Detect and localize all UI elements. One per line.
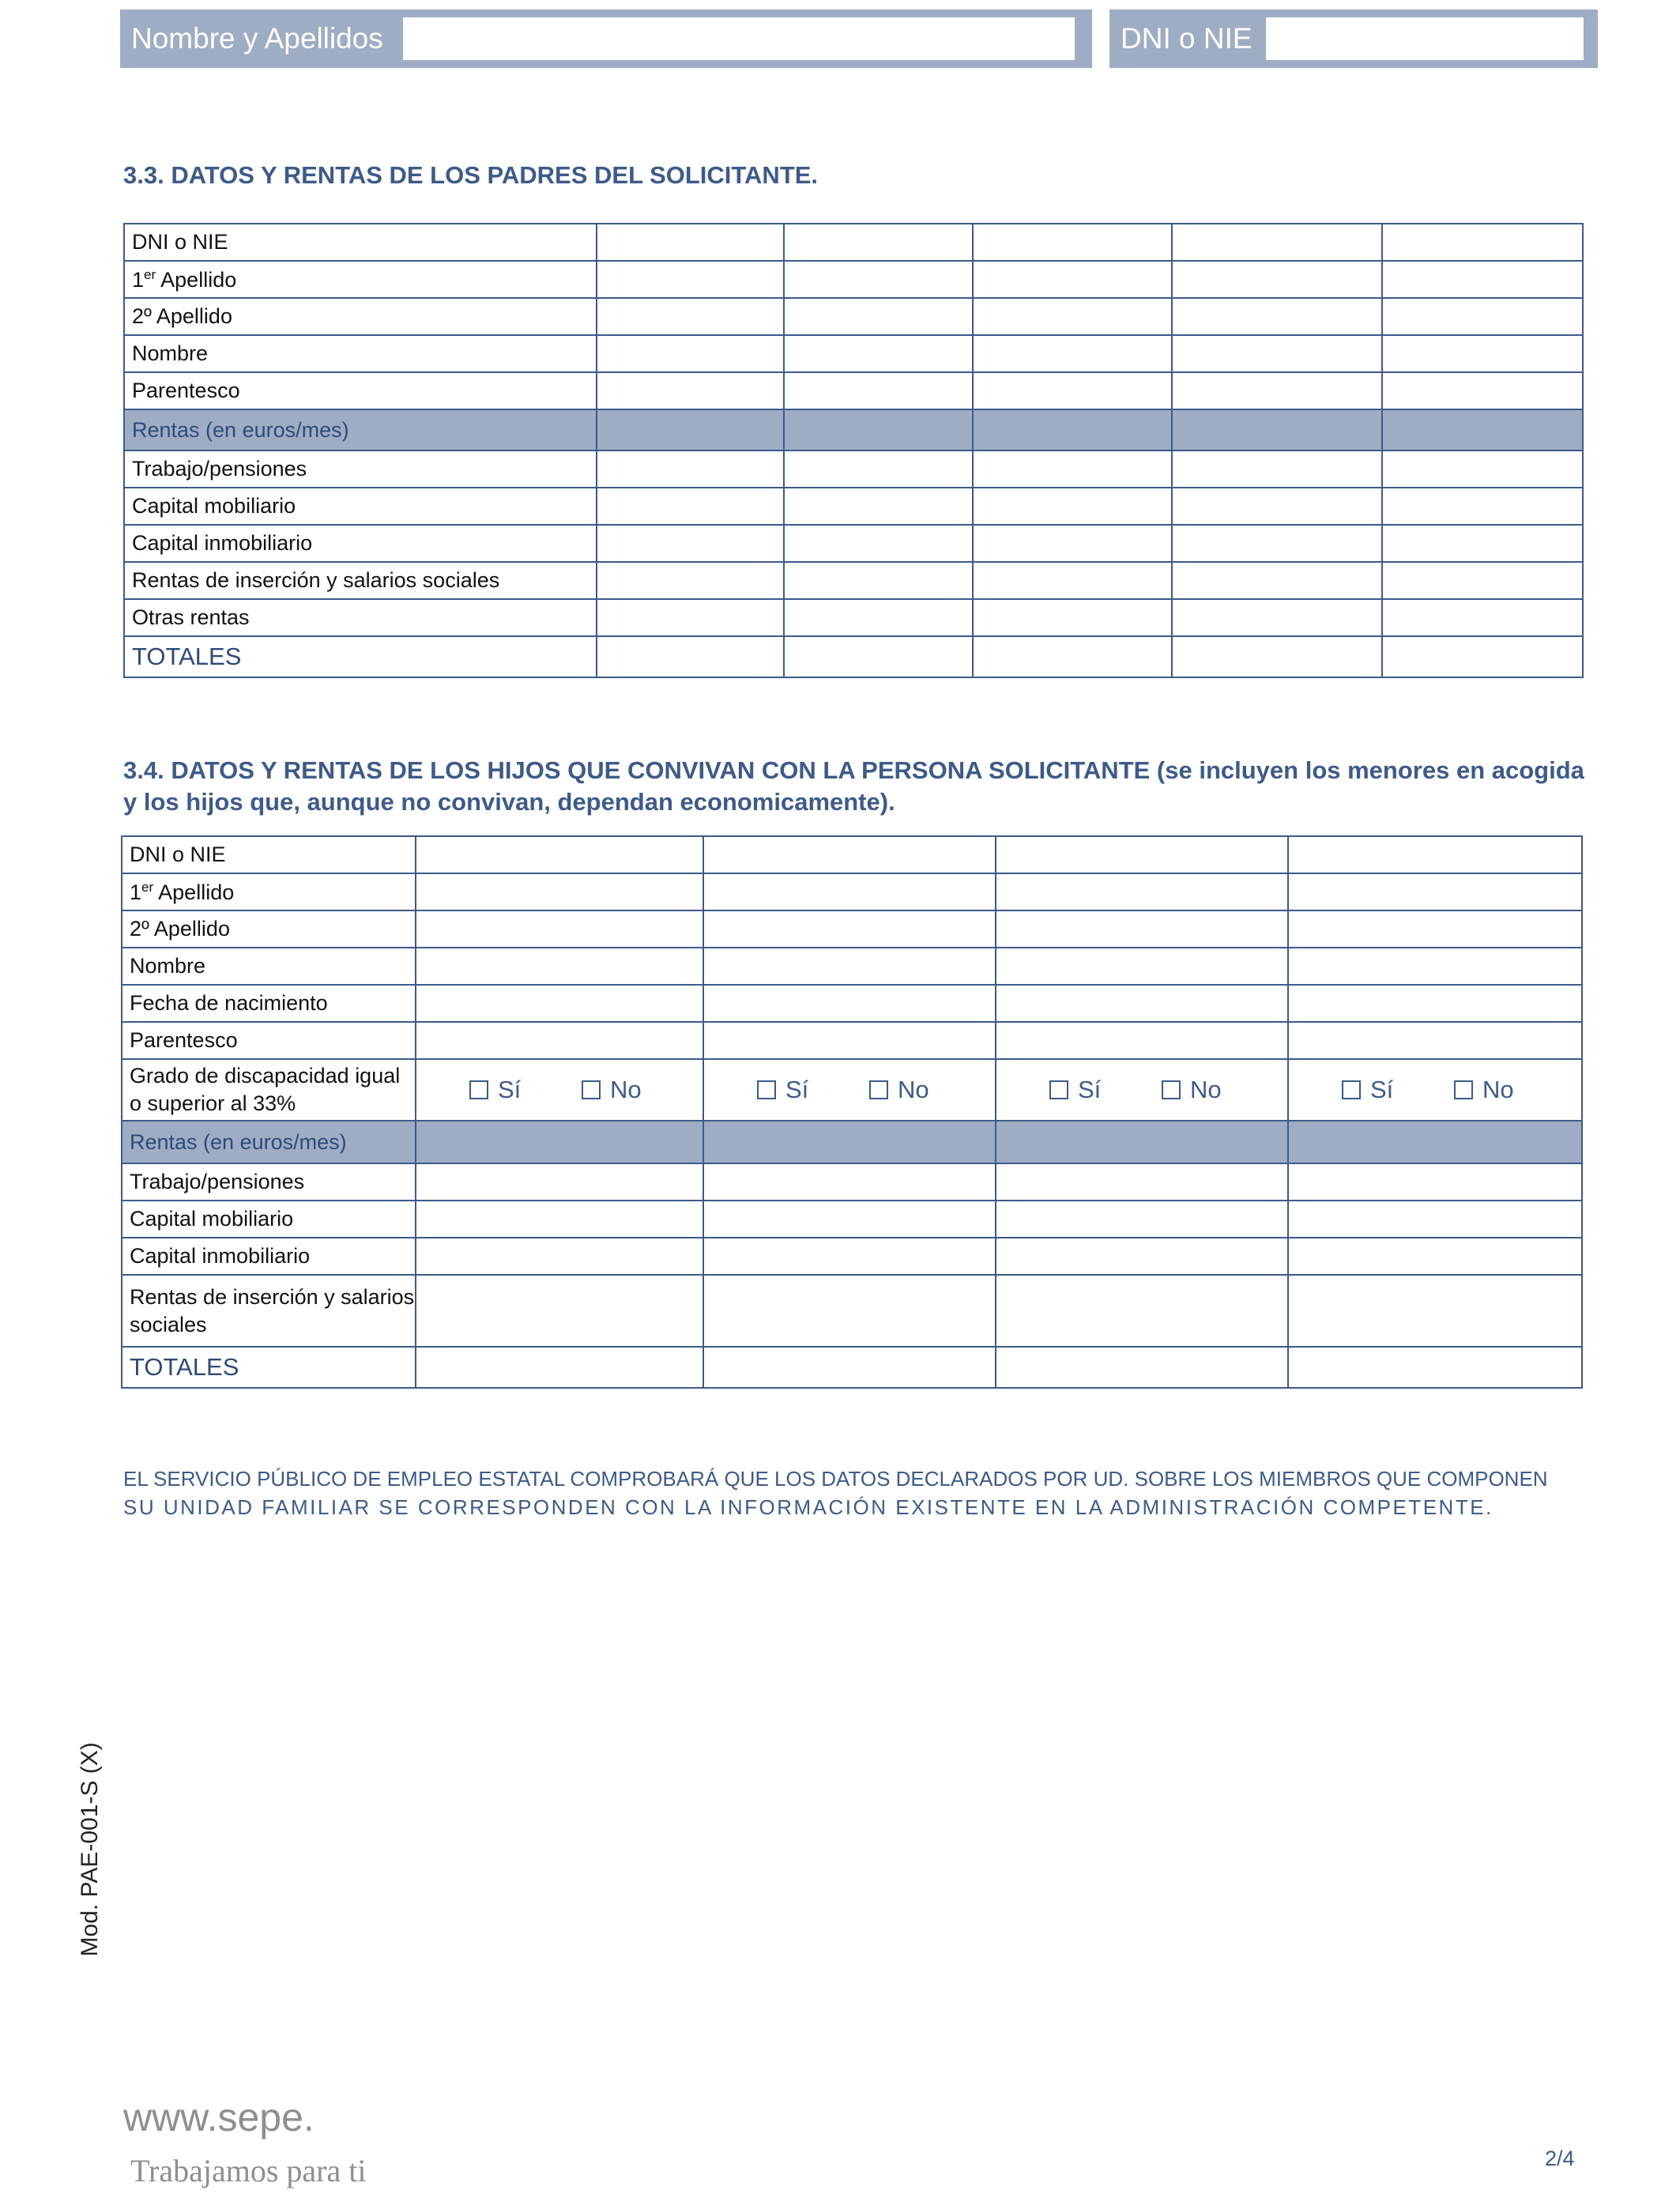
entry-cell[interactable] bbox=[996, 985, 1288, 1022]
table-row bbox=[124, 525, 1583, 562]
verification-notice bbox=[123, 1465, 1593, 1521]
entry-cell[interactable] bbox=[1382, 488, 1583, 525]
entry-cell[interactable] bbox=[973, 525, 1172, 562]
entry-cell[interactable] bbox=[703, 910, 996, 948]
entry-cell[interactable] bbox=[703, 1022, 996, 1059]
entry-cell[interactable] bbox=[784, 298, 973, 335]
disability-choice-cell bbox=[996, 1059, 1288, 1121]
row-label-cell: Parentesco bbox=[124, 372, 597, 409]
entry-cell[interactable] bbox=[597, 261, 784, 298]
entry-cell[interactable] bbox=[416, 1022, 703, 1059]
entry-cell[interactable] bbox=[597, 335, 784, 372]
entry-cell[interactable] bbox=[1382, 372, 1583, 409]
row-label-cell: Rentas (en euros/mes) bbox=[124, 409, 597, 450]
entry-cell[interactable] bbox=[1382, 562, 1583, 599]
no-label: No bbox=[610, 1076, 642, 1103]
yes-checkbox[interactable] bbox=[1049, 1080, 1068, 1099]
table-row bbox=[124, 450, 1583, 488]
table-row bbox=[124, 562, 1583, 599]
table-row bbox=[122, 910, 1582, 948]
entry-cell[interactable] bbox=[1172, 261, 1382, 298]
yes-label: Sí bbox=[1370, 1076, 1394, 1103]
entry-cell bbox=[996, 1121, 1288, 1163]
row-label-cell: Capital inmobiliario bbox=[124, 525, 597, 562]
entry-cell[interactable] bbox=[973, 335, 1172, 372]
entry-cell[interactable] bbox=[416, 910, 703, 948]
table-row bbox=[122, 836, 1582, 873]
row-label-cell: DNI o NIE bbox=[122, 836, 416, 873]
entry-cell[interactable] bbox=[703, 836, 996, 873]
entry-cell[interactable] bbox=[996, 910, 1288, 948]
yes-label: Sí bbox=[785, 1076, 809, 1103]
entry-cell[interactable] bbox=[784, 224, 973, 261]
entry-cell[interactable] bbox=[784, 636, 973, 677]
table-row bbox=[124, 599, 1583, 636]
no-checkbox[interactable] bbox=[869, 1080, 888, 1099]
entry-cell[interactable] bbox=[1172, 298, 1382, 335]
entry-cell[interactable] bbox=[996, 1163, 1288, 1201]
entry-cell[interactable] bbox=[1288, 1022, 1582, 1059]
row-label-cell bbox=[122, 873, 416, 910]
row-label-cell: Parentesco bbox=[122, 1022, 416, 1059]
row-label-cell: Trabajo/pensiones bbox=[122, 1163, 416, 1201]
no-label: No bbox=[1190, 1076, 1222, 1103]
entry-cell[interactable] bbox=[973, 562, 1172, 599]
disability-choice-cell bbox=[703, 1059, 996, 1121]
entry-cell bbox=[1382, 409, 1583, 450]
table-row bbox=[122, 985, 1582, 1022]
entry-cell bbox=[1288, 1121, 1582, 1163]
entry-cell[interactable] bbox=[1382, 261, 1583, 298]
entry-cell[interactable] bbox=[597, 562, 784, 599]
entry-cell[interactable] bbox=[597, 224, 784, 261]
entry-cell[interactable] bbox=[973, 636, 1172, 677]
no-label: No bbox=[898, 1076, 929, 1103]
no-checkbox[interactable] bbox=[582, 1080, 601, 1099]
table-row bbox=[124, 409, 1583, 450]
entry-cell[interactable] bbox=[1288, 873, 1582, 910]
entry-cell bbox=[784, 409, 973, 450]
entry-cell bbox=[416, 1121, 703, 1163]
table-row bbox=[122, 1022, 1582, 1059]
table-row bbox=[124, 298, 1583, 335]
table-row bbox=[122, 873, 1582, 910]
table-row bbox=[122, 1347, 1582, 1388]
no-option[interactable] bbox=[582, 1076, 694, 1104]
entry-cell[interactable] bbox=[784, 562, 973, 599]
entry-cell[interactable] bbox=[973, 488, 1172, 525]
yes-no-options bbox=[1004, 1076, 1287, 1104]
yes-no-options bbox=[1296, 1076, 1581, 1104]
entry-cell[interactable] bbox=[973, 450, 1172, 488]
entry-cell[interactable] bbox=[597, 599, 784, 636]
applicant-dni-field[interactable] bbox=[1266, 17, 1584, 60]
yes-checkbox[interactable] bbox=[1342, 1080, 1361, 1099]
row-label-superscript: er bbox=[141, 879, 154, 895]
row-label-cell: TOTALES bbox=[122, 1347, 416, 1388]
entry-cell[interactable] bbox=[996, 1022, 1288, 1059]
entry-cell bbox=[973, 409, 1172, 450]
entry-cell[interactable] bbox=[996, 873, 1288, 910]
entry-cell[interactable] bbox=[1172, 335, 1382, 372]
entry-cell[interactable] bbox=[703, 948, 996, 985]
row-label-cell: DNI o NIE bbox=[124, 224, 597, 261]
applicant-name-field[interactable] bbox=[403, 17, 1075, 60]
entry-cell[interactable] bbox=[1382, 636, 1583, 677]
row-label-cell: Rentas de inserción y salarios sociales bbox=[122, 1275, 416, 1347]
yes-option[interactable] bbox=[1049, 1076, 1162, 1104]
entry-cell[interactable] bbox=[1172, 372, 1382, 409]
entry-cell[interactable] bbox=[1288, 1275, 1582, 1347]
entry-cell[interactable] bbox=[784, 261, 973, 298]
entry-cell[interactable] bbox=[1288, 1238, 1582, 1275]
no-option[interactable] bbox=[1454, 1076, 1566, 1104]
entry-cell[interactable] bbox=[597, 450, 784, 488]
row-label-cell: Capital mobiliario bbox=[124, 488, 597, 525]
entry-cell[interactable] bbox=[996, 836, 1288, 873]
row-label-cell: Rentas de inserción y salarios sociales bbox=[124, 562, 597, 599]
entry-cell[interactable] bbox=[1288, 948, 1582, 985]
entry-cell[interactable] bbox=[703, 1347, 996, 1388]
entry-cell[interactable] bbox=[1172, 599, 1382, 636]
slogan: Trabajamos para ti bbox=[130, 2153, 367, 2188]
entry-cell[interactable] bbox=[597, 636, 784, 677]
model-code: Mod. PAE-001-S (X) bbox=[77, 1742, 103, 1957]
no-option[interactable] bbox=[1162, 1076, 1274, 1104]
row-label-cell: Fecha de nacimiento bbox=[122, 985, 416, 1022]
table-row bbox=[122, 1121, 1582, 1163]
row-label-cell: Grado de discapacidad igual o superior al 33% bbox=[122, 1059, 416, 1121]
entry-cell[interactable] bbox=[1382, 335, 1583, 372]
entry-cell[interactable] bbox=[1172, 450, 1382, 488]
disability-choice-cell bbox=[1288, 1059, 1582, 1121]
no-label: No bbox=[1482, 1076, 1514, 1103]
entry-cell[interactable] bbox=[597, 372, 784, 409]
table-row bbox=[124, 372, 1583, 409]
no-checkbox[interactable] bbox=[1454, 1080, 1473, 1099]
entry-cell[interactable] bbox=[416, 836, 703, 873]
entry-cell[interactable] bbox=[1382, 525, 1583, 562]
row-label-cell: 2º Apellido bbox=[122, 910, 416, 948]
entry-cell[interactable] bbox=[784, 335, 973, 372]
applicant-dni-label: DNI o NIE bbox=[1121, 22, 1252, 55]
entry-cell[interactable] bbox=[784, 450, 973, 488]
entry-cell[interactable] bbox=[1172, 636, 1382, 677]
entry-cell[interactable] bbox=[1172, 224, 1382, 261]
entry-cell[interactable] bbox=[784, 599, 973, 636]
table-row bbox=[122, 1201, 1582, 1238]
entry-cell[interactable] bbox=[703, 1238, 996, 1275]
entry-cell[interactable] bbox=[973, 261, 1172, 298]
row-label-cell: Otras rentas bbox=[124, 599, 597, 636]
entry-cell[interactable] bbox=[416, 1163, 703, 1201]
entry-cell[interactable] bbox=[1288, 1201, 1582, 1238]
no-option[interactable] bbox=[869, 1076, 981, 1104]
row-label-cell: TOTALES bbox=[124, 636, 597, 677]
yes-option[interactable] bbox=[1342, 1076, 1454, 1104]
entry-cell[interactable] bbox=[1288, 985, 1582, 1022]
yes-no-options bbox=[711, 1076, 995, 1104]
entry-cell[interactable] bbox=[996, 1201, 1288, 1238]
entry-cell[interactable] bbox=[1288, 1163, 1582, 1201]
section-3-4-title-main: 3.4. DATOS Y RENTAS DE LOS HIJOS QUE CONVIVAN CON LA PERSONA SOLICITANTE bbox=[123, 756, 1151, 784]
table-row bbox=[122, 1238, 1582, 1275]
entry-cell[interactable] bbox=[703, 873, 996, 910]
entry-cell[interactable] bbox=[597, 298, 784, 335]
entry-cell[interactable] bbox=[784, 525, 973, 562]
yes-label: Sí bbox=[1078, 1076, 1102, 1103]
disability-choice-cell bbox=[416, 1059, 703, 1121]
table-row bbox=[122, 1275, 1582, 1347]
entry-cell[interactable] bbox=[1382, 450, 1583, 488]
children-income-table bbox=[121, 835, 1583, 1389]
yes-checkbox[interactable] bbox=[469, 1080, 488, 1099]
no-checkbox[interactable] bbox=[1162, 1080, 1181, 1099]
sepe-url[interactable]: www.sepe. bbox=[123, 2095, 315, 2139]
entry-cell[interactable] bbox=[973, 298, 1172, 335]
row-label: Apellido bbox=[160, 267, 237, 292]
yes-option[interactable] bbox=[757, 1076, 869, 1104]
table-row bbox=[124, 261, 1583, 298]
row-label-ordinal: 1 bbox=[130, 880, 142, 904]
entry-cell[interactable] bbox=[416, 1275, 703, 1347]
entry-cell bbox=[703, 1121, 996, 1163]
entry-cell[interactable] bbox=[784, 372, 973, 409]
yes-no-options bbox=[424, 1076, 703, 1104]
entry-cell[interactable] bbox=[973, 372, 1172, 409]
row-label-cell: Nombre bbox=[122, 948, 416, 985]
entry-cell[interactable] bbox=[996, 1238, 1288, 1275]
entry-cell[interactable] bbox=[1288, 910, 1582, 948]
entry-cell[interactable] bbox=[1382, 298, 1583, 335]
row-label: Apellido bbox=[158, 880, 235, 904]
entry-cell bbox=[597, 409, 784, 450]
table-row bbox=[124, 335, 1583, 372]
entry-cell[interactable] bbox=[1172, 562, 1382, 599]
entry-cell[interactable] bbox=[784, 488, 973, 525]
entry-cell[interactable] bbox=[1172, 488, 1382, 525]
row-label-cell: Rentas (en euros/mes) bbox=[122, 1121, 416, 1163]
table-row bbox=[122, 1059, 1582, 1121]
section-3-4-title bbox=[123, 755, 1593, 818]
row-label-cell: Capital inmobiliario bbox=[122, 1238, 416, 1275]
yes-label: Sí bbox=[498, 1076, 522, 1103]
entry-cell[interactable] bbox=[996, 948, 1288, 985]
entry-cell bbox=[1172, 409, 1382, 450]
entry-cell[interactable] bbox=[416, 1201, 703, 1238]
entry-cell[interactable] bbox=[996, 1275, 1288, 1347]
table-row bbox=[122, 948, 1582, 985]
row-label-cell: Nombre bbox=[124, 335, 597, 372]
entry-cell[interactable] bbox=[597, 525, 784, 562]
entry-cell[interactable] bbox=[996, 1347, 1288, 1388]
entry-cell[interactable] bbox=[416, 1347, 703, 1388]
section-3-3-title: 3.3. DATOS Y RENTAS DE LOS PADRES DEL SOLICITANTE. bbox=[123, 161, 819, 189]
row-label-cell bbox=[124, 261, 597, 298]
table-row bbox=[124, 224, 1583, 261]
entry-cell[interactable] bbox=[973, 224, 1172, 261]
entry-cell[interactable] bbox=[1172, 525, 1382, 562]
entry-cell[interactable] bbox=[416, 985, 703, 1022]
yes-checkbox[interactable] bbox=[757, 1080, 776, 1099]
section-3-4-title-note: (se incluyen los menores en acogida y los hijos que, aunque no convivan, dependan economicamente). bbox=[123, 756, 1584, 816]
entry-cell[interactable] bbox=[703, 985, 996, 1022]
entry-cell[interactable] bbox=[973, 599, 1172, 636]
entry-cell[interactable] bbox=[1382, 599, 1583, 636]
row-label-ordinal: 1 bbox=[132, 267, 145, 292]
applicant-name-label: Nombre y Apellidos bbox=[131, 22, 383, 55]
parents-income-table bbox=[123, 223, 1584, 678]
entry-cell[interactable] bbox=[703, 1275, 996, 1347]
entry-cell[interactable] bbox=[1288, 836, 1582, 873]
row-label-cell: 2º Apellido bbox=[124, 298, 597, 335]
entry-cell[interactable] bbox=[416, 873, 703, 910]
table-row bbox=[124, 488, 1583, 525]
applicant-name-header bbox=[120, 9, 1092, 68]
row-label-cell: Trabajo/pensiones bbox=[124, 450, 597, 488]
applicant-dni-header bbox=[1109, 9, 1598, 68]
entry-cell[interactable] bbox=[416, 948, 703, 985]
yes-option[interactable] bbox=[469, 1076, 582, 1104]
table-row bbox=[124, 636, 1583, 677]
table-row bbox=[122, 1163, 1582, 1201]
entry-cell[interactable] bbox=[416, 1238, 703, 1275]
notice-line-1: EL SERVICIO PÚBLICO DE EMPLEO ESTATAL COMPROBARÁ QUE LOS DATOS DECLARADOS POR UD. SOBRE LOS MIEMBROS QUE COMPONEN bbox=[123, 1467, 1548, 1491]
entry-cell[interactable] bbox=[1288, 1347, 1582, 1388]
row-label-cell: Capital mobiliario bbox=[122, 1201, 416, 1238]
entry-cell[interactable] bbox=[1382, 224, 1583, 261]
entry-cell[interactable] bbox=[703, 1163, 996, 1201]
row-label-superscript: er bbox=[144, 266, 156, 282]
notice-line-2: SU UNIDAD FAMILIAR SE CORRESPONDEN CON LA INFORMACIÓN EXISTENTE EN LA ADMINISTRACIÓN COMPETENTE. bbox=[123, 1495, 1494, 1519]
page-number: 2/4 bbox=[1545, 2147, 1575, 2170]
entry-cell[interactable] bbox=[703, 1201, 996, 1238]
entry-cell[interactable] bbox=[597, 488, 784, 525]
